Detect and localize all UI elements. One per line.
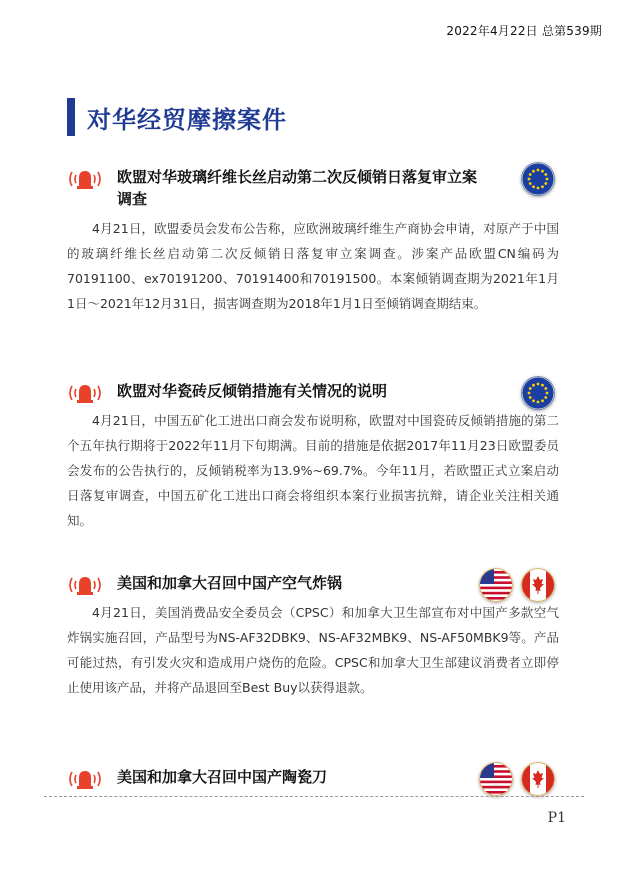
section-heading [67,98,287,136]
article-body: 4月21日，中国五矿化工进出口商会发布说明称，欧盟对中国瓷砖反倾销措施的第二个五年执行期将于2022年11月下旬期满。目前的措施是依据2017年11月23日欧盟委员会发布的公告执行的，反倾销税率为13.9%~69.7%。今年11月，若欧盟正式立案启动日落复审调查，中国五矿化工进出口商会将组织本案行业损害抗辩，请企业关注相关通知。 [67,413,559,528]
issue-date: 2022年4月22日 总第539期 [446,24,602,38]
eu-flag-icon [521,376,555,410]
page-number: P1 [547,810,566,826]
alarm-bell-icon [67,382,103,404]
article-body: 4月21日，美国消费品安全委员会（CPSC）和加拿大卫生部宣布对中国产多款空气炸锅实施召回，产品型号为NS-AF32DBK9、NS-AF32MBK9、NS-AF50MBK9等。产品可能过热，有引发火灾和造成用户烧伤的危险。CPSC和加拿大卫生部建议消费者立即停止使用该产品，并将产品退回至Best Buy以获得退款。 [67,605,559,695]
us-flag-icon [479,762,513,796]
article-title: 美国和加拿大召回中国产陶瓷刀 [117,768,328,786]
us-flag-icon [479,568,513,602]
article-4 [67,766,559,794]
article-title: 欧盟对华玻璃纤维长丝启动第二次反倾销日落复审立案调查 [117,168,478,208]
article-title: 美国和加拿大召回中国产空气炸锅 [117,574,343,592]
alarm-bell-icon [67,168,103,190]
article-1 [67,166,559,316]
alarm-bell-icon [67,768,103,790]
article-body: 4月21日，欧盟委员会发布公告称，应欧洲玻璃纤维生产商协会申请，对原产于中国的玻璃纤维长丝启动第二次反倾销日落复审立案调查。涉案产品欧盟CN编码为70191100、ex70191200、70191400和70191500。本案倾销调查期为2021年1月1日～2021年12月31日，损害调查期为2018年1月1日至倾销调查期结束。 [67,221,559,311]
alarm-bell-icon [67,574,103,596]
footer-divider [44,796,584,797]
article-title: 欧盟对华瓷砖反倾销措施有关情况的说明 [117,382,388,400]
canada-flag-icon [521,762,555,796]
canada-flag-icon [521,568,555,602]
eu-flag-icon [521,162,555,196]
article-3 [67,572,559,700]
section-accent-bar [67,98,75,136]
section-title: 对华经贸摩擦案件 [87,105,287,134]
article-2 [67,380,559,533]
